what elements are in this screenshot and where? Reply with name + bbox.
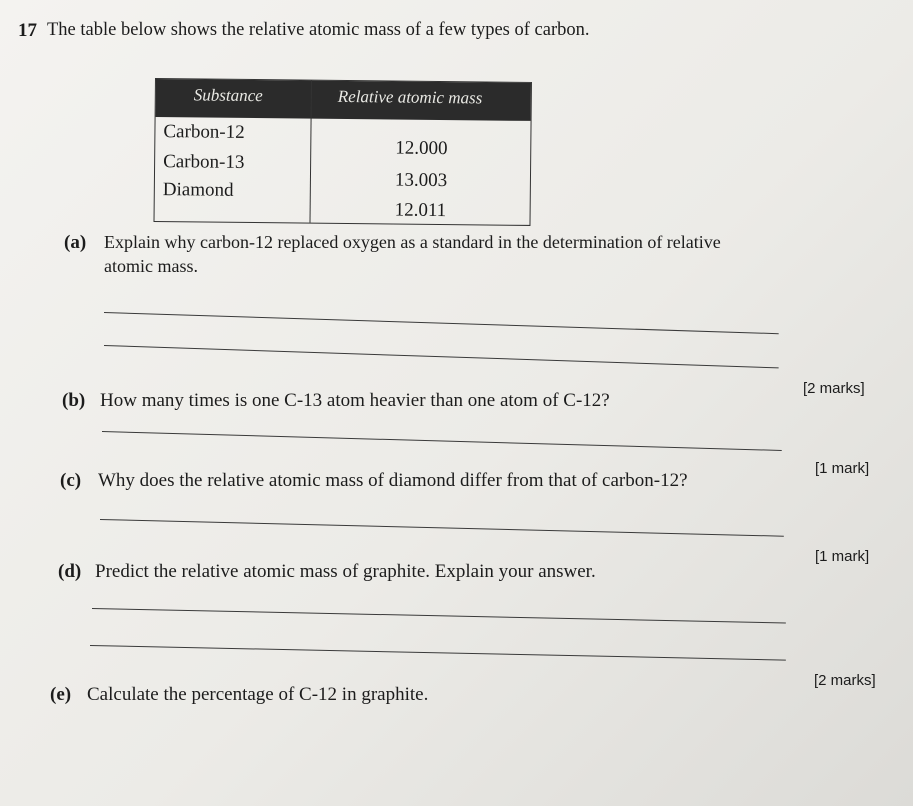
column-divider xyxy=(309,81,311,223)
cell-mass-3: 12.011 xyxy=(394,199,447,222)
question-intro: The table below shows the relative atomic mass of a few types of carbon. xyxy=(47,20,590,40)
part-e-text: Calculate the percentage of C-12 in graphite. xyxy=(87,684,429,705)
cell-mass-2: 13.003 xyxy=(394,169,448,192)
part-d-label: (d) xyxy=(58,561,82,582)
header-substance: Substance xyxy=(193,85,263,106)
answer-line-a2[interactable] xyxy=(104,345,779,368)
part-a-text-line1: Explain why carbon-12 replaced oxygen as a standard in the determination of relative xyxy=(104,232,721,252)
part-d-text: Predict the relative atomic mass of graphite. Explain your answer. xyxy=(95,561,596,582)
answer-line-c[interactable] xyxy=(100,519,784,537)
answer-line-b[interactable] xyxy=(102,431,782,451)
answer-line-a1[interactable] xyxy=(104,312,779,334)
part-c-text: Why does the relative atomic mass of diamond differ from that of carbon-12? xyxy=(98,470,688,491)
part-d-marks: [2 marks] xyxy=(814,672,876,689)
header-relative-atomic-mass: Relative atomic mass xyxy=(337,86,483,108)
part-c-marks: [1 mark] xyxy=(815,548,870,565)
cell-substance-1: Carbon-12 xyxy=(163,121,245,143)
part-b-text: How many times is one C-13 atom heavier than one atom of C-12? xyxy=(100,390,610,411)
part-a-text-line2: atomic mass. xyxy=(104,256,198,276)
cell-substance-3: Diamond xyxy=(162,179,234,201)
question-number: 17 xyxy=(18,20,37,41)
cell-mass-1: 12.000 xyxy=(395,137,448,160)
part-a-marks: [2 marks] xyxy=(803,380,865,397)
relative-mass-table xyxy=(153,78,531,226)
answer-line-d2[interactable] xyxy=(90,645,786,661)
table-header xyxy=(156,79,531,121)
cell-substance-2: Carbon-13 xyxy=(163,151,245,173)
part-c-label: (c) xyxy=(60,470,82,491)
part-b-marks: [1 mark] xyxy=(815,460,870,477)
answer-line-d1[interactable] xyxy=(92,608,786,624)
part-b-label: (b) xyxy=(62,390,86,411)
part-a-label: (a) xyxy=(64,232,87,253)
part-e-label: (e) xyxy=(50,684,72,705)
